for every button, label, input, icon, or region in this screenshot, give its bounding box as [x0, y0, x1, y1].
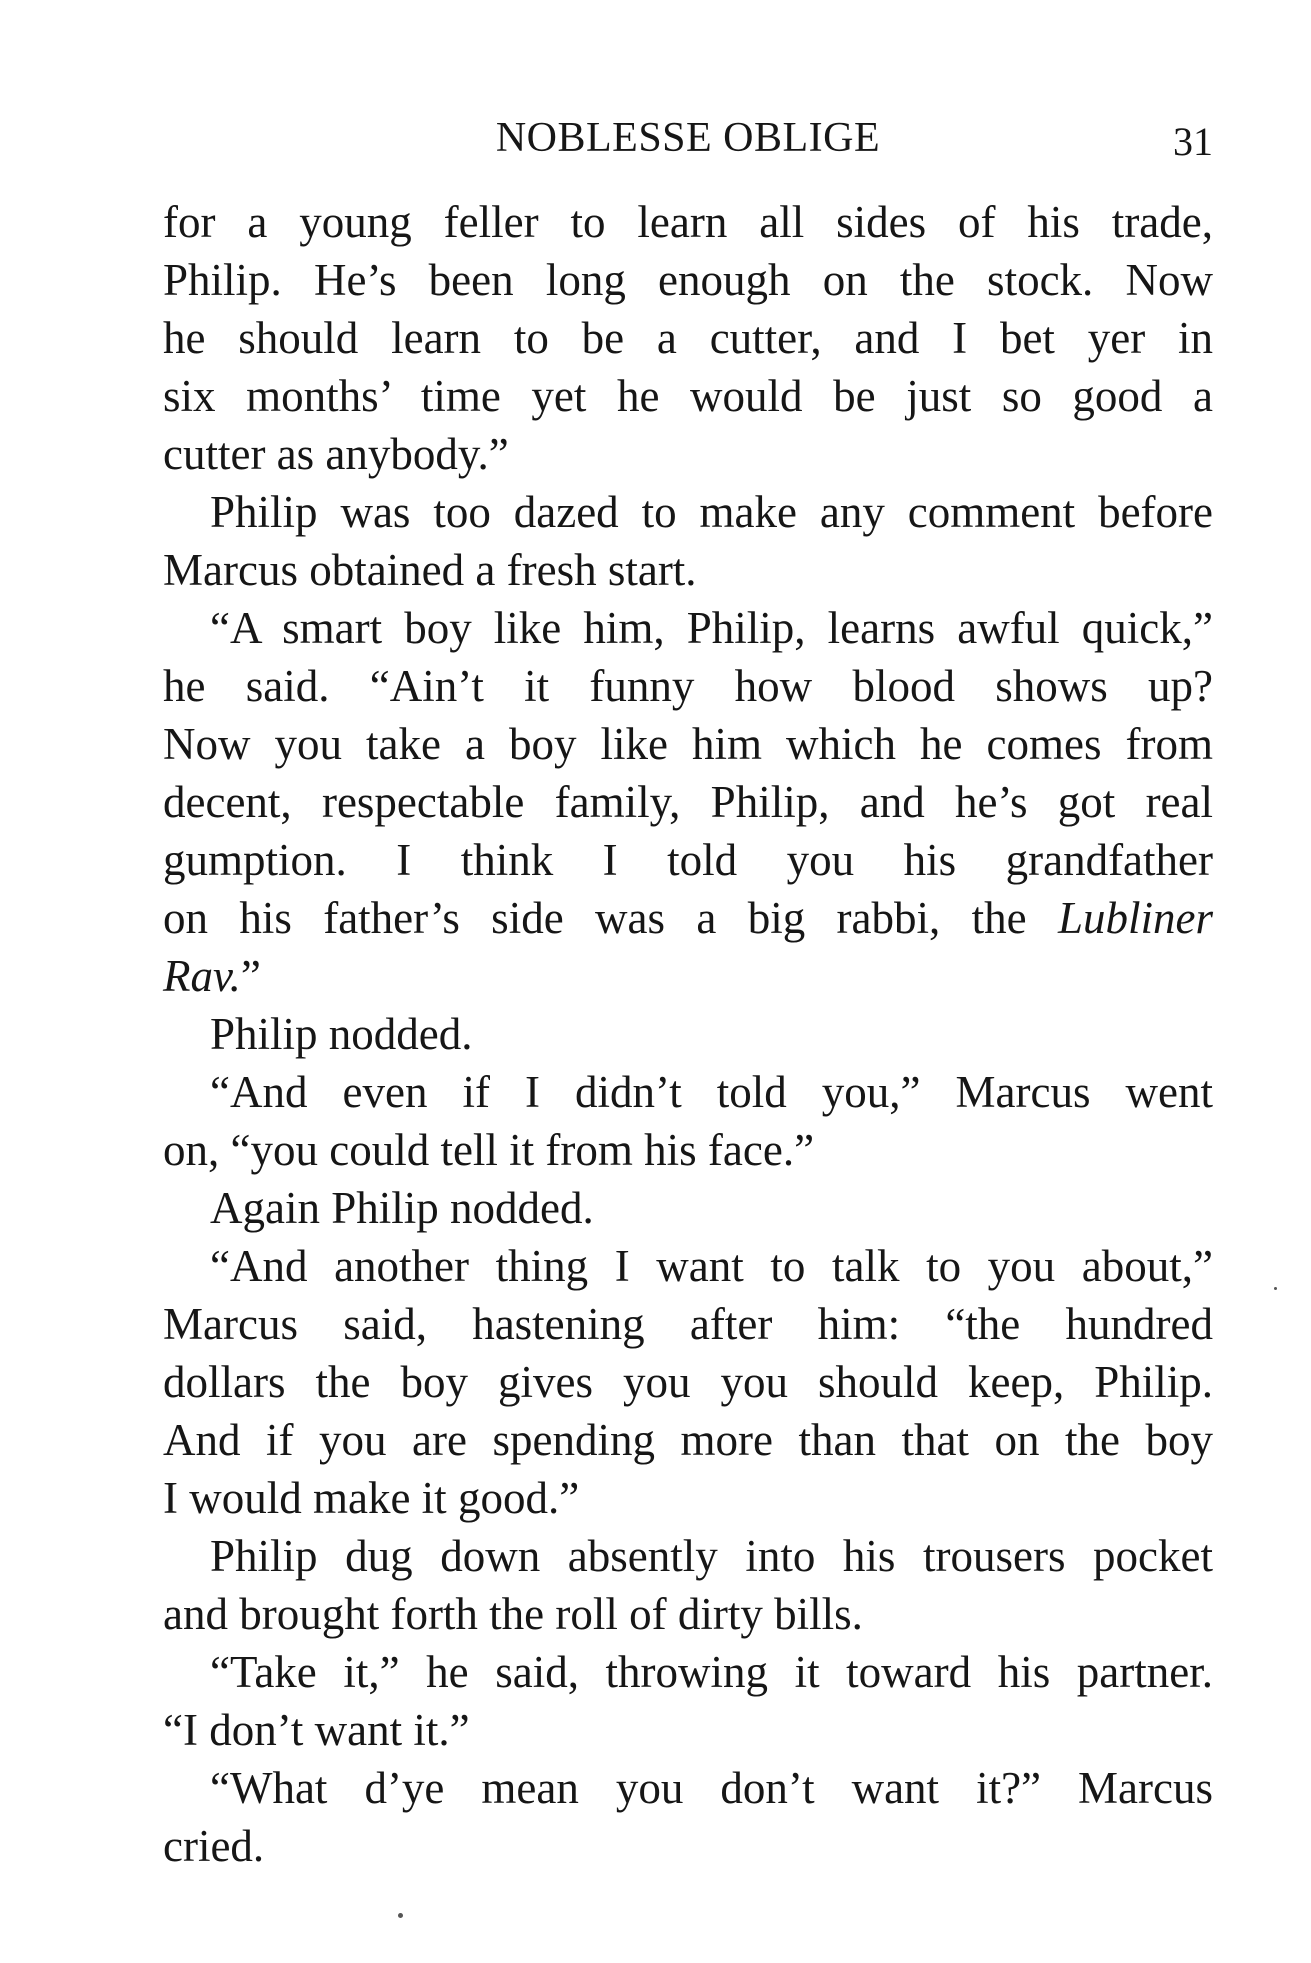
text-line: Marcus obtained a fresh start.	[163, 545, 697, 595]
paragraph-8	[163, 1527, 1213, 1643]
text-line: on, “you could tell it from his face.”	[163, 1125, 815, 1175]
text-line: Philip dug down absently into his trousers pocket	[210, 1531, 1213, 1581]
paragraph-1	[163, 193, 1213, 483]
text-line: gumption. I think I told you his grandfather	[163, 835, 1213, 885]
text-segment: on his father’s side was a big rabbi, the	[163, 893, 1058, 943]
text-line: “What d’ye mean you don’t want it?” Marcus	[210, 1763, 1213, 1813]
text-line: “And even if I didn’t told you,” Marcus went	[210, 1067, 1213, 1117]
text-line: decent, respectable family, Philip, and he’s got real	[163, 777, 1213, 827]
italic-word: Rav.	[163, 951, 241, 1001]
page-number: 31	[1173, 119, 1213, 164]
text-line: “A smart boy like him, Philip, learns awful quick,”	[210, 603, 1213, 653]
paragraph-7	[163, 1237, 1213, 1527]
text-line: “Take it,” he said, throwing it toward his partner.	[210, 1647, 1213, 1697]
text-line: cutter as anybody.”	[163, 429, 509, 479]
closing-quote: ”	[240, 951, 261, 1001]
paragraph-5	[163, 1063, 1213, 1179]
running-head	[163, 108, 1213, 168]
body-text	[163, 193, 1213, 1875]
text-line: and brought forth the roll of dirty bills.	[163, 1589, 863, 1639]
text-line: Again Philip nodded.	[210, 1183, 594, 1233]
paragraph-6	[163, 1179, 1213, 1237]
paragraph-9	[163, 1643, 1213, 1759]
text-line: six months’ time yet he would be just so good a	[163, 371, 1213, 421]
italic-word: Lubliner	[1057, 893, 1213, 943]
text-line: Now you take a boy like him which he comes from	[163, 719, 1213, 769]
text-line-with-italic	[163, 947, 1213, 1005]
text-line: for a young feller to learn all sides of his trade,	[163, 197, 1213, 247]
paragraph-3	[163, 599, 1213, 1005]
text-line: Philip. He’s been long enough on the stock. Now	[163, 255, 1213, 305]
text-line: “And another thing I want to talk to you about,”	[210, 1241, 1213, 1291]
paragraph-4	[163, 1005, 1213, 1063]
text-line: dollars the boy gives you you should keep, Philip.	[163, 1357, 1213, 1407]
text-line: Philip nodded.	[210, 1009, 473, 1059]
paragraph-10	[163, 1759, 1213, 1875]
text-line: And if you are spending more than that on the boy	[163, 1415, 1213, 1465]
text-line: Marcus said, hastening after him: “the hundred	[163, 1299, 1213, 1349]
paragraph-2	[163, 483, 1213, 599]
text-line: I would make it good.”	[163, 1473, 580, 1523]
running-title: NOBLESSE OBLIGE	[495, 115, 881, 161]
text-line-with-italic	[163, 889, 1213, 947]
print-speck	[1274, 1287, 1277, 1290]
text-line: he said. “Ain’t it funny how blood shows up?	[163, 661, 1213, 711]
text-line: “I don’t want it.”	[163, 1705, 470, 1755]
text-line: Philip was too dazed to make any comment before	[210, 487, 1213, 537]
text-line: cried.	[163, 1821, 265, 1871]
text-line: he should learn to be a cutter, and I bet yer in	[163, 313, 1213, 363]
print-speck	[398, 1913, 403, 1918]
